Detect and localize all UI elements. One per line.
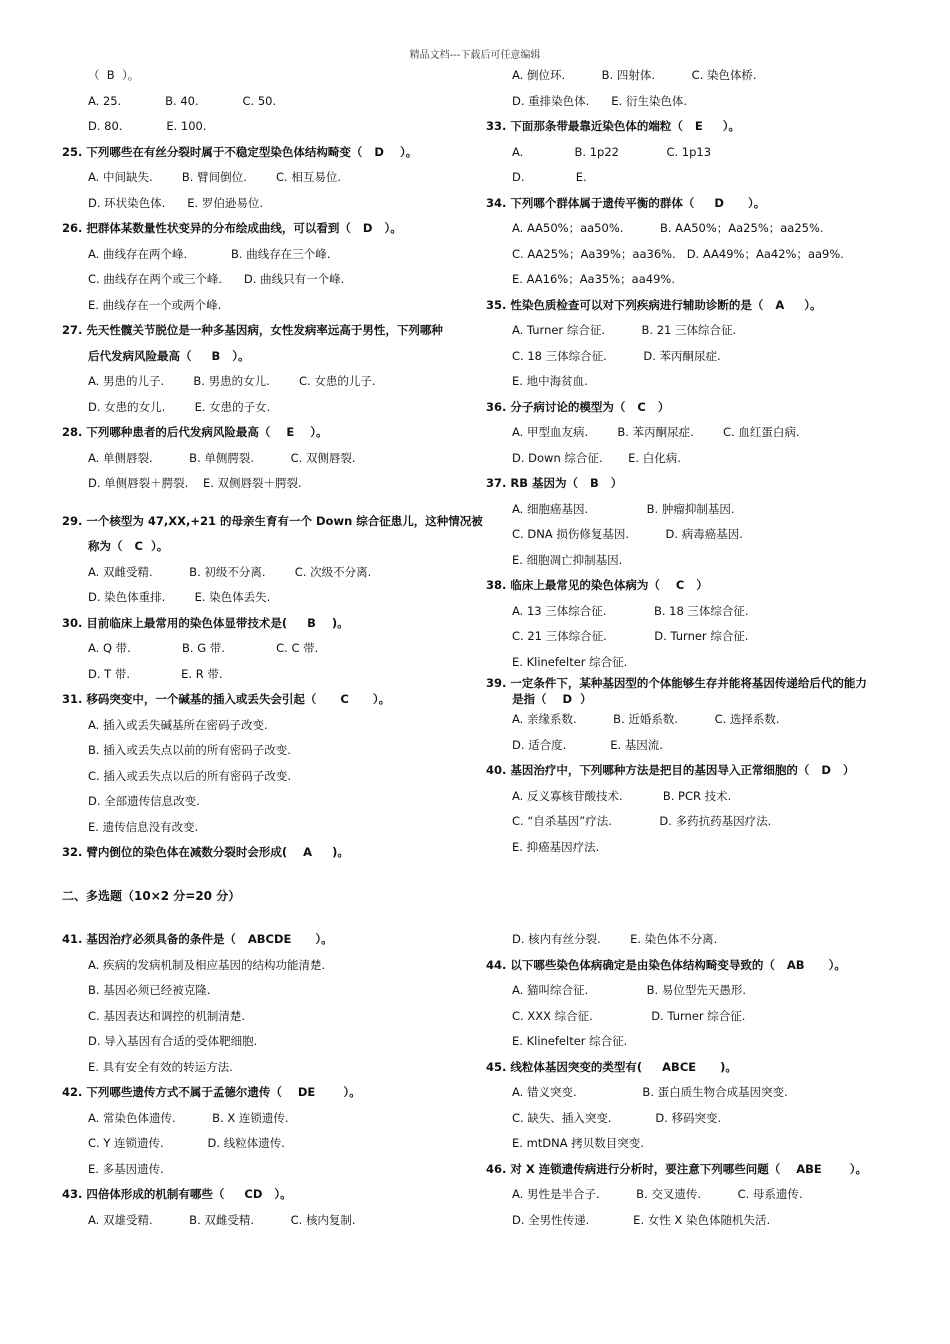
option-line: E. 多基因遗传. [88, 1161, 164, 1176]
option-line: A. 细胞癌基因. B. 肿瘤抑制基因. [512, 501, 735, 516]
option-line: C. Y 连锁遗传. D. 线粒体遗传. [88, 1136, 285, 1150]
option-line: D. 全男性传递. E. 女性 X 染色体随机失活. [512, 1212, 771, 1227]
option-line: E. 具有安全有效的转运方法. [88, 1059, 233, 1074]
option-line: C. XXX 综合征. D. Turner 综合征. [512, 1008, 746, 1023]
option-line: A. 猫叫综合征. B. 易位型先天愚形. [512, 983, 746, 997]
option-line: A. B. 1p22 C. 1p13 [512, 144, 712, 159]
option-line: A. 曲线存在两个峰. B. 曲线存在三个峰. [88, 246, 331, 261]
question-stem: 31. 移码突变中，一个碱基的插入或丢失会引起（ C ）。 [62, 692, 391, 706]
question-stem: 32. 臂内倒位的染色体在减数分裂时会形成( A )。 [62, 845, 349, 859]
option-line: E. 细胞凋亡抑制基因. [512, 552, 623, 567]
option-line: D. Down 综合征. E. 白化病. [512, 450, 681, 465]
right-column-bottom [486, 927, 906, 1233]
option-line: C. DNA 损伤修复基因. D. 病毒癌基因. [512, 527, 743, 541]
question-stem: 35. 性染色质检查可以对下列疾病进行辅助诊断的是（ A ）。 [486, 297, 822, 312]
option-line: D. 染色体重排. E. 染色体丢失. [88, 590, 271, 604]
option-line: D. 重排染色体. E. 衍生染色体. [512, 93, 687, 108]
option-line: D. 女患的女儿. E. 女患的子女. [88, 399, 271, 414]
option-line: C. 基因表达和调控的机制清楚. [88, 1008, 245, 1023]
option-line: E. mtDNA 拷贝数目突变. [512, 1136, 644, 1150]
option-line: E. Klinefelter 综合征. [512, 654, 628, 669]
option-line: E. 曲线存在一个或两个峰. [88, 297, 222, 312]
question-stem: 34. 下列哪个群体属于遗传平衡的群体（ D ）。 [486, 195, 766, 210]
option-line: A. 甲型血友病. B. 苯丙酮尿症. C. 血红蛋白病. [512, 425, 800, 439]
option-line: C. 插入或丢失点以后的所有密码子改变. [88, 768, 291, 783]
option-line: A. 单侧唇裂. B. 单侧腭裂. C. 双侧唇裂. [88, 450, 356, 465]
option-line: A. 25. B. 40. C. 50. [88, 93, 277, 108]
question-stem: 41. 基因治疗必须具备的条件是（ ABCDE ）。 [62, 932, 333, 946]
option-line: D. 单侧唇裂＋腭裂. E. 双侧唇裂＋腭裂. [88, 476, 302, 490]
option-line: A. Q 带. B. G 带. C. C 带. [88, 641, 319, 655]
option-line: C. AA25%；Aa39%；aa36%. D. AA49%；Aa42%；aa9%. [512, 246, 844, 261]
option-line: A. 双雌受精. B. 初级不分离. C. 次级不分离. [88, 564, 372, 579]
question-stem: 27. 先天性髋关节脱位是一种多基因病，女性发病率远高于男性，下列哪种 [62, 323, 443, 337]
option-line: E. 遗传信息没有改变. [88, 819, 199, 834]
question-stem: 25. 下列哪些在有丝分裂时属于不稳定型染色体结构畸变（ D ）。 [62, 144, 418, 159]
option-line: D. E. [512, 170, 587, 184]
option-line: D. T 带. E. R 带. [88, 666, 223, 681]
question-stem: 26. 把群体某数量性状变异的分布绘成曲线，可以看到（ D ）。 [62, 221, 402, 235]
question-stem: 44. 以下哪些染色体病确定是由染色体结构畸变导致的（ AB ）。 [486, 957, 846, 972]
page-header: 精品文档---下载后可任意编辑 [409, 50, 541, 61]
option-line: A. 插入或丢失碱基所在密码子改变. [88, 717, 268, 732]
option-line: C. 缺失、插入突变. D. 移码突变. [512, 1110, 722, 1125]
left-column-bottom [62, 927, 482, 1233]
question-stem: 28. 下列哪种患者的后代发病风险最高（ E ）。 [62, 425, 328, 439]
question-stem: 30. 目前临床上最常用的染色体显带技术是( B )。 [62, 615, 349, 630]
option-line: E. Klinefelter 综合征. [512, 1034, 628, 1048]
option-line: D. 环状染色体. E. 罗伯逊易位. [88, 195, 263, 210]
option-line: A. AA50%；aa50%. B. AA50%；Aa25%；aa25%. [512, 221, 824, 235]
section-multiple-choice-title: 二、多选题（10×2 分=20 分） [62, 889, 241, 903]
question-stem: 29. 一个核型为 47,XX,+21 的母亲生育有一个 Down 综合征患儿，这种情况被 [62, 513, 483, 528]
option-line: E. 抑癌基因疗法. [512, 839, 600, 854]
question-stem: 36. 分子病讨论的模型为（ C ） [486, 399, 670, 414]
option-line: C. 曲线存在两个或三个峰. D. 曲线只有一个峰. [88, 272, 345, 286]
option-line: A. 反义寡核苷酸技术. B. PCR 技术. [512, 788, 732, 803]
question-stem: 40. 基因治疗中，下列哪种方法是把目的基因导入正常细胞的（ D ） [486, 763, 855, 777]
option-line: A. Turner 综合征. B. 21 三体综合征. [512, 323, 737, 337]
option-line: C. 18 三体综合征. D. 苯丙酮尿症. [512, 348, 721, 363]
option-line: A. 13 三体综合征. B. 18 三体综合征. [512, 603, 749, 618]
question-stem: 39. 一定条件下，某种基因型的个体能够生存并能将基因传递给后代的能力 [486, 676, 867, 690]
question-stem-continued: 后代发病风险最高（ B ）。 [88, 348, 250, 363]
option-line: B. 插入或丢失点以前的所有密码子改变. [88, 743, 291, 757]
option-line: D. 核内有丝分裂. E. 染色体不分离. [512, 932, 718, 946]
question-stem-continued: 是指（ D ） [512, 692, 592, 706]
question-stem: 43. 四倍体形成的机制有哪些（ CD ）。 [62, 1187, 292, 1201]
option-line: A. 疾病的发病机制及相应基因的结构功能清楚. [88, 957, 326, 972]
option-line: E. 地中海贫血. [512, 374, 588, 388]
spacer [62, 497, 482, 509]
question-stem: 33. 下面那条带最靠近染色体的端粒（ E ）。 [486, 119, 741, 133]
option-line: A. 男性是半合子. B. 交叉遗传. C. 母系遗传. [512, 1187, 803, 1201]
question-stem: 38. 临床上最常见的染色体病为（ C ） [486, 578, 708, 592]
option-line: A. 亲缘系数. B. 近婚系数. C. 选择系数. [512, 712, 780, 726]
option-line: C. “自杀基因”疗法. D. 多药抗药基因疗法. [512, 814, 772, 828]
option-line: C. 21 三体综合征. D. Turner 综合征. [512, 629, 749, 643]
question-stem: 45. 线粒体基因突变的类型有( ABCE )。 [486, 1059, 737, 1074]
option-line: A. 倒位环. B. 四射体. C. 染色体桥. [512, 68, 757, 82]
question-stem: 37. RB 基因为（ B ） [486, 476, 623, 490]
question-stem: 42. 下列哪些遗传方式不属于孟德尔遗传（ DE ）。 [62, 1085, 361, 1099]
right-column-top [486, 63, 906, 860]
option-line: D. 导入基因有合适的受体靶细胞. [88, 1034, 258, 1048]
option-line: A. 男患的儿子. B. 男患的女儿. C. 女患的儿子. [88, 374, 376, 388]
option-line: D. 适合度. E. 基因流. [512, 737, 663, 752]
option-line: A. 双雄受精. B. 双雌受精. C. 核内复制. [88, 1212, 356, 1227]
option-line: E. AA16%；Aa35%；aa49%. [512, 272, 675, 286]
question-stem: 46. 对 X 连锁遗传病进行分析时，要注意下列哪些问题（ ABE ）。 [486, 1161, 868, 1176]
option-line: A. 错义突变. B. 蛋白质生物合成基因突变. [512, 1085, 788, 1099]
option-line: A. 中间缺失. B. 臂间倒位. C. 相互易位. [88, 170, 341, 184]
option-line: D. 80. E. 100. [88, 119, 207, 133]
option-line: A. 常染色体遗传. B. X 连锁遗传. [88, 1110, 289, 1125]
left-column-top [62, 63, 482, 866]
option-line: B. 基因必须已经被克隆. [88, 983, 211, 997]
option-line: D. 全部遗传信息改变. [88, 794, 200, 808]
option-line: （ B ）。 [88, 68, 140, 82]
question-stem-continued: 称为（ C ）。 [88, 539, 169, 553]
